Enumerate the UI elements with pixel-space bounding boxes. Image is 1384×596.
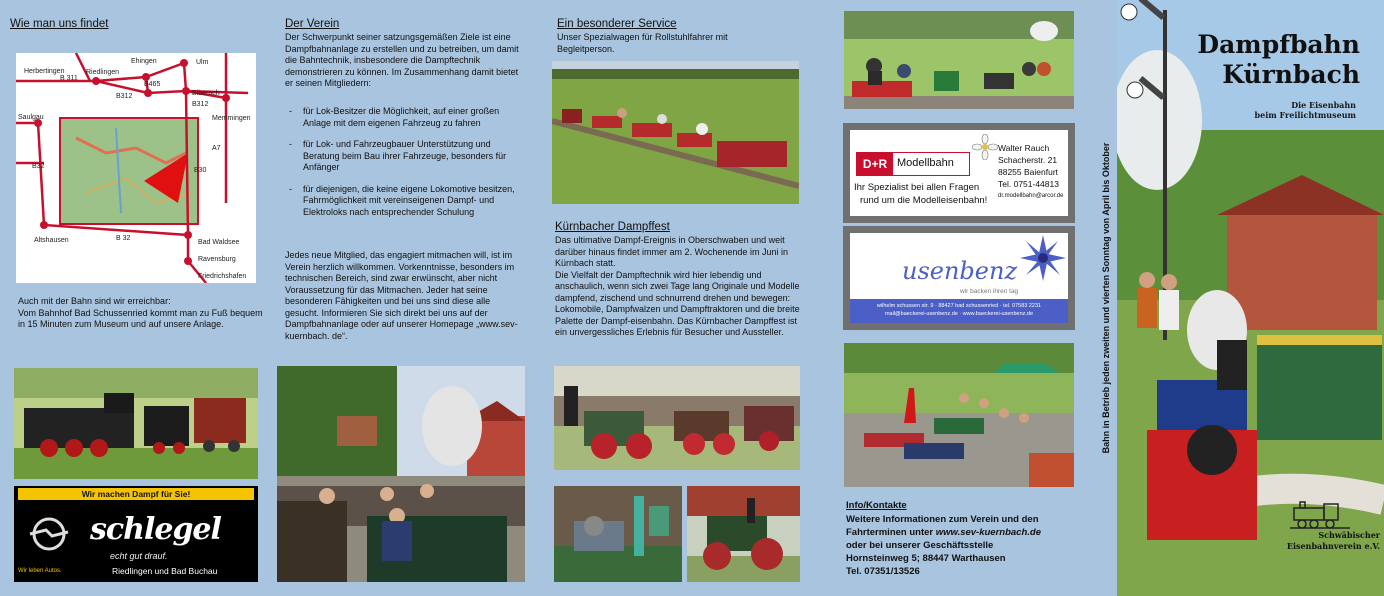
map-road-label: B30 — [194, 167, 207, 174]
locomotive-photo — [14, 368, 258, 479]
club-logo-line1: Schwäbischer — [1318, 530, 1380, 540]
dampffest-text: Das ultimative Dampf-Ereignis in Oberschwaben und weit darüber hinaus findet immer am 2. Wochenende im Juni in Kürnbach statt. Die Vielfalt der Dampftechnik wird hier lebendig und anschaulich, wenn sich zwei Tage lang Originale und Modelle dampfend, zischend und schnurrend drehen und bewegen: Lokomobile, Dampfwalzen und Dampftraktoren und die breite Palette der Dampf-eisenbahn. Das Kürnbacher Dampffest ist ein unvergessliches Erlebnis für Besucher und Aussteller. — [555, 235, 800, 337]
verein-heading: Der Verein — [285, 18, 340, 30]
dr-slogan-line2: rund um die Modelleisenbahn! — [860, 195, 988, 206]
usenbenz-footer — [850, 299, 1068, 323]
dr-city: 88255 Baienfurt — [998, 167, 1059, 177]
map-road-label: A7 — [212, 145, 221, 152]
info-line: Hornsteinweg 5; 88447 Warthausen — [846, 553, 1006, 564]
usenbenz-brand: usenbenz — [902, 257, 1018, 285]
map-town-label: Memmingen — [212, 115, 251, 122]
dr-logo-mark: D+R — [857, 153, 893, 175]
road-map-graphic — [16, 53, 256, 283]
usenbenz-address: wilhelm schussen str. 9 · 88427 bad schussenried · tel. 07583 2231 — [876, 303, 1042, 309]
verein-benefits-list — [285, 106, 525, 228]
schlegel-ad-slogan: Wir machen Dampf für Sie! — [18, 488, 254, 500]
map-town-label: Friedrichshafen — [198, 273, 247, 280]
cover-title-line1: Dampfbahn — [1197, 30, 1360, 59]
service-text: Unser Spezialwagen für Rollstuhlfahrer mit Begleitperson. — [557, 32, 728, 54]
steam-roller-photo — [687, 486, 800, 582]
verein-intro: Der Schwerpunkt seiner satzungsgemäßen Ziele ist eine Dampfbahnanlage zu erstellen und zu betreiben, um damit die Bahntechnik, insbesondere die Dampftechnik demonstrieren zu können. Im Zusammenhang damit bietet er seinen Mitgliedern: — [285, 32, 519, 88]
schlegel-tagline: echt gut drauf. — [110, 551, 168, 561]
info-line: Weitere Informationen zum Verein und den — [846, 514, 1039, 525]
map-town-label: Ehingen — [131, 58, 157, 65]
dr-address — [998, 142, 1063, 202]
dr-email: dr.modellbahn@arcor.de — [998, 193, 1064, 199]
map-road-label: B 311 — [60, 75, 78, 82]
dampffest-heading: Kürnbacher Dampffest — [555, 221, 670, 233]
map-town-label: Ravensburg — [198, 256, 236, 263]
location-map — [16, 53, 256, 283]
map-road-label: B32 — [32, 163, 45, 170]
dr-name: Walter Rauch — [998, 143, 1050, 153]
verein-outro: Jedes neue Mitglied, das engagiert mitmachen will, ist im Verein herzlich willkommen. Vorkenntnisse, besonders im technischen Bereich, sind zwar erwünscht, aber nicht Voraussetzung für das Mitmachen. Jeder hat seine besonderen Fähigkeiten und bei uns sind diese alle gesucht. Informieren Sie sich direkt bei uns auf der Dampfbahnanlage oder auf unserer Homepage „www.sev-kuernbach. de“. — [285, 250, 518, 341]
operating-days-text: Bahn in Betrieb jeden zweiten und vierten Sonntag von April bis Oktober — [1101, 142, 1111, 454]
edelweiss-icon — [972, 134, 998, 160]
cover-title-line2: Kürnbach — [1222, 60, 1360, 89]
cover-title — [1150, 30, 1360, 90]
dr-modellbahn-logo — [856, 152, 970, 176]
map-town-label: Herbertingen — [24, 68, 65, 75]
service-heading: Ein besonderer Service — [557, 18, 677, 30]
club-logo-text — [1280, 530, 1380, 552]
steam-tractors-photo — [554, 366, 800, 470]
schlegel-locations: Riedlingen und Bad Buchau — [112, 566, 218, 576]
map-town-label: Saulgau — [18, 114, 44, 121]
list-item: - für Lok- und Fahrzeugbauer Unterstützung und Beratung beim Bau ihrer Fahrzeuge, besonders für Anfänger — [285, 139, 525, 174]
wheelchair-wagon-photo — [552, 61, 799, 204]
map-road-label: B465 — [144, 81, 161, 88]
map-town-label: Ulm — [196, 59, 209, 66]
dr-street: Schacherstr. 21 — [998, 155, 1058, 165]
info-line: Tel. 07351/13526 — [846, 566, 920, 577]
map-road-label: B312 — [116, 93, 133, 100]
schlegel-ad — [14, 486, 258, 582]
station-crowd-photo — [277, 366, 525, 582]
dr-modellbahn-ad — [843, 123, 1075, 223]
info-heading: Info/Kontakte — [846, 500, 907, 511]
usenbenz-ad — [843, 226, 1075, 330]
model-railway-drivers-photo — [844, 11, 1074, 109]
usenbenz-tagline: wir backen ihren tag — [960, 288, 1019, 295]
info-line: oder bei unserer Geschäftsstelle — [846, 540, 994, 551]
usenbenz-web: mail@baeckerei-usenbenz.de · www.baeckerei-usenbenz.de — [884, 311, 1034, 317]
dr-logo-word: Modellbahn — [897, 157, 954, 169]
dr-phone: Tel. 0751-44813 — [998, 179, 1059, 189]
list-item: - für diejenigen, die keine eigene Lokomotive besitzen, Fahrmöglichkeit mit vereinseigenen Dampf- und Elektroloks nach entsprechender Schulung — [285, 184, 525, 219]
vertical-strip — [1096, 0, 1116, 596]
map-town-label: Riedlingen — [86, 69, 120, 76]
website-link[interactable]: www.sev-kuernbach.de — [935, 527, 1041, 538]
list-item: - für Lok-Besitzer die Möglichkeit, auf einer großen Anlage mit dem eigenen Fahrzeug zu fahren — [285, 106, 525, 129]
map-road-label: B312 — [192, 101, 209, 108]
dr-slogan-line1: Ihr Spezialist bei allen Fragen — [854, 182, 980, 193]
panel1-heading: Wie man uns findet — [10, 18, 109, 30]
station-platform-photo — [844, 343, 1074, 487]
cover-subtitle-line1: Die Eisenbahn — [1291, 100, 1356, 110]
model-engine-photo — [554, 486, 682, 582]
rail-directions-text: Auch mit der Bahn sind wir erreichbar: Vom Bahnhof Bad Schussenried kommt man zu Fuß bequem in 15 Minuten zum Museum und auf unsere Anlage. — [18, 296, 263, 329]
cover-subtitle — [1220, 100, 1356, 120]
map-road-label: B 32 — [116, 235, 131, 242]
info-contact-block — [846, 513, 1086, 578]
map-town-label: Biberach — [192, 90, 220, 97]
club-logo-line2: Eisenbahnverein e.V. — [1286, 541, 1380, 551]
info-line — [846, 526, 1086, 539]
opel-logo-icon — [24, 516, 74, 552]
map-town-label: Bad Waldsee — [198, 239, 240, 246]
map-town-label: Altshausen — [34, 237, 69, 244]
club-locomotive-logo-icon — [1290, 498, 1350, 530]
opel-tagline: Wir leben Autos. — [18, 568, 62, 574]
cover-subtitle-line2: beim Freilichtmuseum — [1254, 110, 1356, 120]
schlegel-brand: schlegel — [90, 512, 221, 547]
info-line-text: Fahrterminen unter — [846, 527, 934, 538]
cornflower-icon — [1018, 233, 1068, 283]
